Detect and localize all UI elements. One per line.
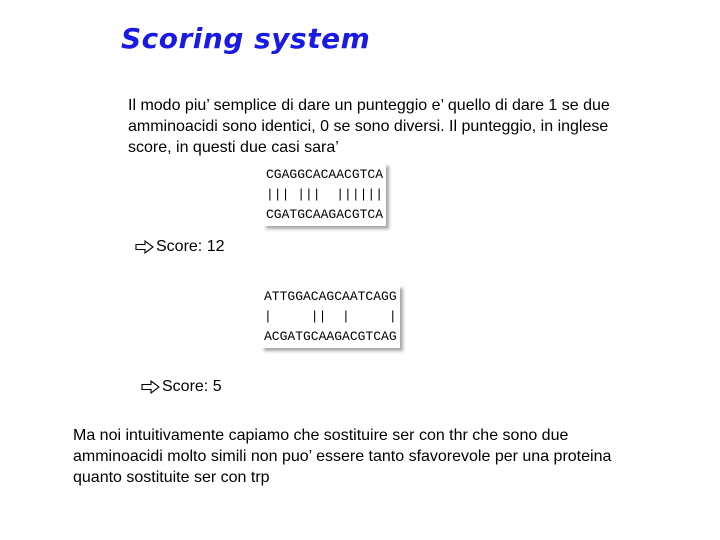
alignment-seq2: ACGATGCAAGACGTCAG (264, 329, 397, 344)
score-line-1 (135, 238, 224, 256)
alignment-seq2: CGATGCAAGACGTCA (266, 207, 384, 222)
outro-line: Ma noi intuitivamente capiamo che sostituire ser con thr che sono due (73, 427, 569, 444)
outro-line: amminoacidi molto simili non puo’ essere tanto sfavorevole per una proteina (73, 448, 612, 465)
alignment-box-2 (261, 285, 400, 348)
alignment-match-line: ||| ||| |||||| (266, 187, 384, 202)
score-label: Score: 5 (162, 378, 222, 395)
score-line-2 (141, 378, 222, 396)
alignment-box-1 (263, 163, 386, 226)
alignment-seq1: ATTGGACAGCAATCAGG (264, 289, 397, 304)
outro-paragraph (73, 425, 713, 488)
outline-arrow-icon (141, 380, 161, 394)
alignment-seq1: CGAGGCACAACGTCA (266, 167, 384, 182)
outro-line: quanto sostituite ser con trp (73, 469, 270, 486)
intro-line: amminoacidi sono identici, 0 se sono diversi. Il punteggio, in inglese (128, 118, 609, 135)
intro-line: Il modo piu’ semplice di dare un punteggio e’ quello di dare 1 se due (128, 97, 610, 114)
alignment-match-line: | || | | (264, 309, 397, 324)
outline-arrow-icon (135, 240, 155, 254)
slide-title: Scoring system (121, 22, 371, 55)
intro-paragraph (128, 95, 688, 158)
intro-line: score, in questi due casi sara’ (128, 139, 339, 156)
score-label: Score: 12 (156, 238, 225, 255)
